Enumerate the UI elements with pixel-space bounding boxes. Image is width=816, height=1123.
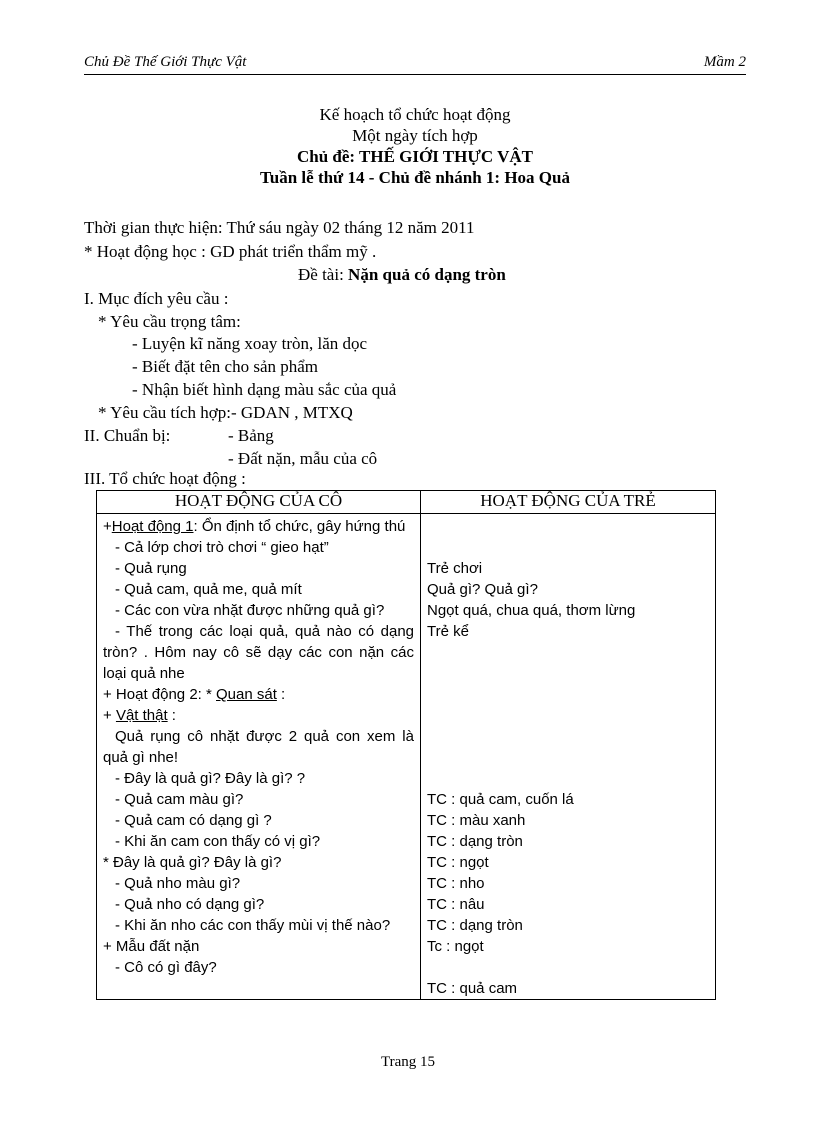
document-titles (84, 104, 746, 188)
topic-label: Đề tài: (298, 265, 344, 284)
topic-title: Nặn quả có dạng tròn (348, 265, 506, 284)
child-line: TC : dạng tròn (427, 917, 523, 934)
activity2-heading: + Hoạt động 2: * Quan sát : (103, 686, 286, 703)
header-topic: Chủ Đề Thế Giới Thực Vật (84, 54, 247, 70)
teacher-column (97, 514, 421, 1000)
teacher-line: - Khi ăn nho các con thấy mùi vị thế nào? (115, 917, 391, 934)
title-day: Một ngày tích hợp (352, 126, 478, 145)
child-line: Trẻ chơi (427, 560, 483, 577)
child-line: Quả gì? Quả gì? (427, 581, 538, 598)
child-line: TC : nâu (427, 896, 485, 913)
activity1-paragraph: - Thế trong các loại quả, quả nào có dạng tròn? . Hôm nay cô sẽ dạy các con nặn các loại quả nhe (103, 623, 414, 682)
child-line: Tc : ngọt (427, 938, 484, 955)
topic-line (298, 265, 506, 285)
teacher-line: - Các con vừa nhặt được những quả gì? (115, 602, 385, 619)
section1-heading: I. Mục đích yêu cầu : (84, 289, 229, 308)
child-line: TC : màu xanh (427, 812, 526, 829)
teacher-line: - Cả lớp chơi trò chơi “ gieo hạt” (115, 539, 329, 556)
time-line: Thời gian thực hiện: Thứ sáu ngày 02 tháng 12 năm 2011 (84, 218, 475, 237)
section2-heading: II. Chuẩn bị: (84, 426, 171, 445)
title-theme: Chủ đề: THẾ GIỚI THỰC VẬT (296, 147, 534, 166)
clay-heading: + Mẫu đất nặn (103, 938, 200, 955)
focus-item: - Biết đặt tên cho sản phẩm (132, 357, 319, 376)
child-line: Trẻ kể (427, 623, 469, 640)
teacher-line: - Quả rụng (115, 560, 187, 577)
teacher-line: - Khi ăn cam con thấy có vị gì? (115, 833, 321, 850)
table-header-row (97, 491, 716, 514)
child-column (421, 514, 716, 1000)
page-number: Trang 15 (380, 1054, 436, 1070)
activity-line: * Hoạt động học : GD phát triển thẩm mỹ . (84, 242, 377, 261)
integration-line: * Yêu cầu tích hợp:- GDAN , MTXQ (98, 403, 353, 422)
real-objects-title: Vật thật (115, 707, 168, 724)
teacher-line: - Quả cam có dạng gì ? (115, 812, 272, 829)
child-line: Ngọt quá, chua quá, thơm lừng (427, 602, 636, 619)
real-objects-heading: + Vật thật : (103, 707, 176, 724)
page-header (84, 52, 746, 75)
child-line: TC : ngọt (427, 854, 489, 871)
activity1-heading: +Hoạt động 1: Ổn định tổ chức, gây hứng thú (103, 518, 406, 535)
activity-table (96, 490, 716, 1000)
title-plan: Kế hoạch tổ chức hoạt động (319, 105, 511, 124)
column-header-child: HOẠT ĐỘNG CỦA TRẺ (421, 491, 716, 514)
child-line: TC : dạng tròn (427, 833, 523, 850)
real-objects-paragraph: Quả rụng cô nhặt được 2 quả con xem là quả gì nhe! (103, 728, 414, 766)
focus-label: * Yêu cầu trọng tâm: (98, 312, 241, 331)
prep-item: - Đất nặn, mẫu của cô (228, 449, 378, 468)
table-body-row (97, 514, 716, 1000)
teacher-line: - Quả nho màu gì? (115, 875, 241, 892)
activity1-title: Hoạt động 1 (111, 518, 194, 535)
teacher-line: - Quả cam màu gì? (115, 791, 244, 808)
prep-item: - Bảng (228, 426, 274, 445)
title-week: Tuần lễ thứ 14 - Chủ đề nhánh 1: Hoa Quả (259, 168, 570, 187)
teacher-line: - Cô có gì đây? (115, 959, 217, 976)
child-line: TC : quả cam, cuốn lá (427, 791, 574, 808)
section3-heading: III. Tổ chức hoạt động : (84, 469, 246, 488)
teacher-line: - Quả cam, quả me, quả mít (115, 581, 302, 598)
column-header-teacher: HOẠT ĐỘNG CỦA CÔ (97, 491, 421, 514)
focus-item: - Luyện kĩ năng xoay tròn, lăn dọc (132, 334, 368, 353)
child-line: TC : nho (427, 875, 485, 892)
teacher-line: - Quả nho có dạng gì? (115, 896, 265, 913)
teacher-line: - Đây là quả gì? Đây là gì? ? (115, 770, 306, 787)
teacher-line: * Đây là quả gì? Đây là gì? (103, 854, 282, 871)
focus-item: - Nhận biết hình dạng màu sắc của quả (132, 380, 397, 399)
child-line: TC : quả cam (427, 980, 518, 997)
activity2-title: Quan sát (216, 686, 277, 703)
header-class: Mầm 2 (703, 54, 746, 70)
